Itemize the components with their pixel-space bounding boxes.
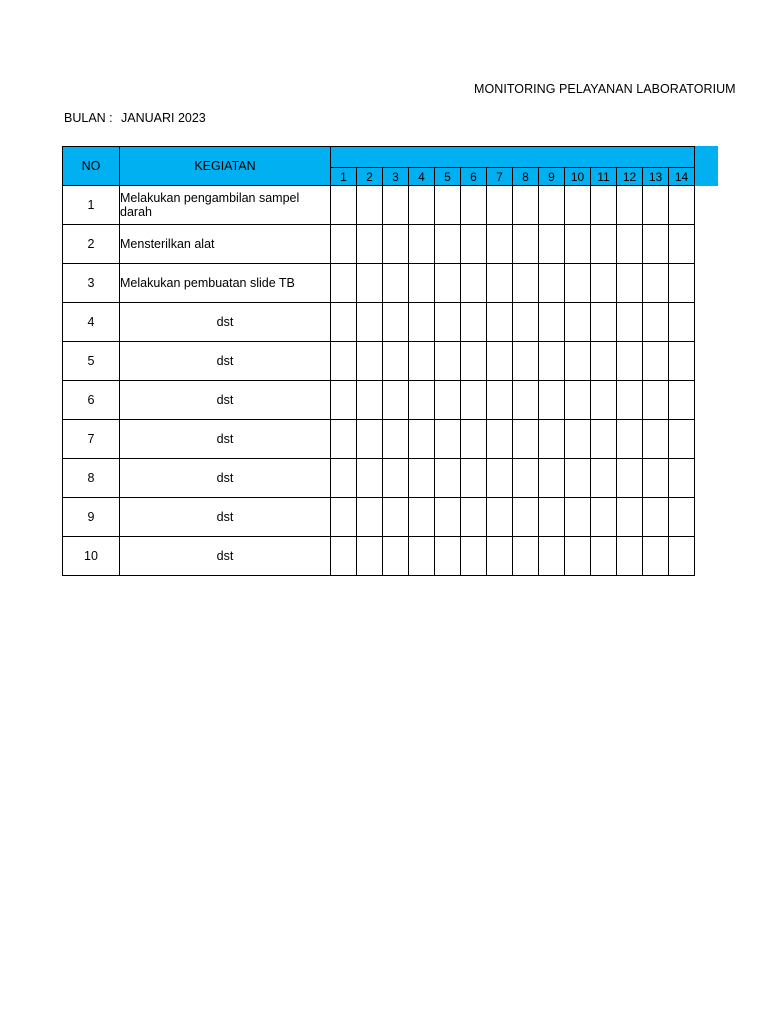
- day-cell[interactable]: [435, 342, 461, 381]
- day-cell[interactable]: [643, 186, 669, 225]
- day-cell[interactable]: [565, 459, 591, 498]
- day-cell[interactable]: [409, 225, 435, 264]
- day-cell[interactable]: [461, 498, 487, 537]
- day-header-7: 7: [487, 168, 513, 186]
- day-cell[interactable]: [435, 264, 461, 303]
- day-cell[interactable]: [565, 264, 591, 303]
- day-cell[interactable]: [565, 420, 591, 459]
- day-cell[interactable]: [513, 303, 539, 342]
- day-cell[interactable]: [487, 381, 513, 420]
- day-cell[interactable]: [669, 303, 695, 342]
- day-cell[interactable]: [539, 420, 565, 459]
- table-body: [63, 186, 695, 576]
- day-header-6: 6: [461, 168, 487, 186]
- day-cell[interactable]: [357, 381, 383, 420]
- day-cell[interactable]: [487, 303, 513, 342]
- day-cell[interactable]: [591, 186, 617, 225]
- day-cell[interactable]: [565, 342, 591, 381]
- day-cell[interactable]: [383, 537, 409, 576]
- day-cell[interactable]: [461, 420, 487, 459]
- row-number: 6: [63, 381, 120, 420]
- header-no: NO: [63, 147, 120, 186]
- row-number: 3: [63, 264, 120, 303]
- day-header-8: 8: [513, 168, 539, 186]
- day-header-14: 14: [669, 168, 695, 186]
- day-cell[interactable]: [357, 342, 383, 381]
- day-cell[interactable]: [669, 342, 695, 381]
- row-number: 7: [63, 420, 120, 459]
- row-number: 1: [63, 186, 120, 225]
- day-cell[interactable]: [487, 498, 513, 537]
- day-cell[interactable]: [643, 264, 669, 303]
- day-cell[interactable]: [409, 537, 435, 576]
- day-cell[interactable]: [539, 264, 565, 303]
- day-cell[interactable]: [409, 264, 435, 303]
- day-cell[interactable]: [487, 459, 513, 498]
- row-kegiatan: dst: [120, 420, 331, 459]
- row-kegiatan: Melakukan pengambilan sampel darah: [120, 186, 331, 225]
- row-kegiatan: dst: [120, 459, 331, 498]
- day-cell[interactable]: [565, 186, 591, 225]
- day-cell[interactable]: [435, 459, 461, 498]
- row-number: 9: [63, 498, 120, 537]
- table-row: [63, 342, 695, 381]
- day-cell[interactable]: [591, 303, 617, 342]
- day-cell[interactable]: [539, 537, 565, 576]
- day-cell[interactable]: [643, 498, 669, 537]
- table-row: [63, 225, 695, 264]
- day-cell[interactable]: [383, 225, 409, 264]
- day-cell[interactable]: [461, 459, 487, 498]
- day-cell[interactable]: [331, 420, 357, 459]
- day-cell[interactable]: [591, 498, 617, 537]
- day-cell[interactable]: [461, 225, 487, 264]
- day-cell[interactable]: [643, 381, 669, 420]
- day-cell[interactable]: [383, 381, 409, 420]
- month-label: BULAN :: [64, 111, 113, 125]
- day-cell[interactable]: [643, 459, 669, 498]
- day-cell[interactable]: [461, 342, 487, 381]
- day-cell[interactable]: [669, 498, 695, 537]
- row-number: 8: [63, 459, 120, 498]
- day-cell[interactable]: [669, 420, 695, 459]
- day-cell[interactable]: [409, 186, 435, 225]
- day-cell[interactable]: [617, 420, 643, 459]
- day-header-10: 10: [565, 168, 591, 186]
- day-cell[interactable]: [643, 225, 669, 264]
- day-cell[interactable]: [461, 264, 487, 303]
- day-cell[interactable]: [565, 225, 591, 264]
- day-cell[interactable]: [513, 459, 539, 498]
- day-cell[interactable]: [591, 420, 617, 459]
- day-cell[interactable]: [487, 225, 513, 264]
- day-cell[interactable]: [461, 186, 487, 225]
- day-cell[interactable]: [617, 459, 643, 498]
- day-cell[interactable]: [435, 225, 461, 264]
- day-cell[interactable]: [617, 264, 643, 303]
- day-cell[interactable]: [357, 264, 383, 303]
- day-header-9: 9: [539, 168, 565, 186]
- row-number: 2: [63, 225, 120, 264]
- day-cell[interactable]: [331, 537, 357, 576]
- day-cell[interactable]: [409, 342, 435, 381]
- day-cell[interactable]: [617, 303, 643, 342]
- row-kegiatan: dst: [120, 498, 331, 537]
- day-cell[interactable]: [513, 186, 539, 225]
- row-kegiatan: dst: [120, 303, 331, 342]
- day-cell[interactable]: [539, 186, 565, 225]
- table-row: [63, 303, 695, 342]
- day-cell[interactable]: [383, 459, 409, 498]
- day-cell[interactable]: [669, 537, 695, 576]
- day-cell[interactable]: [409, 459, 435, 498]
- day-cell[interactable]: [539, 498, 565, 537]
- day-cell[interactable]: [513, 381, 539, 420]
- day-cell[interactable]: [643, 420, 669, 459]
- day-cell[interactable]: [643, 342, 669, 381]
- day-cell[interactable]: [435, 186, 461, 225]
- day-header-2: 2: [357, 168, 383, 186]
- day-header-12: 12: [617, 168, 643, 186]
- day-cell[interactable]: [435, 537, 461, 576]
- day-cell[interactable]: [565, 537, 591, 576]
- table-row: [63, 186, 695, 225]
- row-kegiatan: Melakukan pembuatan slide TB: [120, 264, 331, 303]
- day-cell[interactable]: [565, 303, 591, 342]
- day-cell[interactable]: [669, 264, 695, 303]
- day-cell[interactable]: [383, 498, 409, 537]
- day-cell[interactable]: [643, 303, 669, 342]
- day-cell[interactable]: [331, 264, 357, 303]
- day-cell[interactable]: [461, 537, 487, 576]
- day-cell[interactable]: [539, 381, 565, 420]
- day-cell[interactable]: [513, 264, 539, 303]
- page-title: MONITORING PELAYANAN LABORATORIUM: [474, 82, 736, 96]
- day-cell[interactable]: [409, 381, 435, 420]
- day-cell[interactable]: [357, 459, 383, 498]
- day-cell[interactable]: [331, 186, 357, 225]
- day-cell[interactable]: [539, 342, 565, 381]
- day-cell[interactable]: [409, 420, 435, 459]
- day-cell[interactable]: [669, 459, 695, 498]
- day-cell[interactable]: [513, 420, 539, 459]
- day-header-5: 5: [435, 168, 461, 186]
- day-cell[interactable]: [669, 381, 695, 420]
- day-cell[interactable]: [513, 537, 539, 576]
- monitoring-table: [62, 146, 695, 576]
- table-row: [63, 498, 695, 537]
- day-cell[interactable]: [591, 225, 617, 264]
- day-cell[interactable]: [591, 537, 617, 576]
- day-cell[interactable]: [383, 420, 409, 459]
- day-cell[interactable]: [539, 303, 565, 342]
- day-cell[interactable]: [357, 537, 383, 576]
- day-cell[interactable]: [409, 303, 435, 342]
- day-cell[interactable]: [669, 225, 695, 264]
- day-cell[interactable]: [617, 381, 643, 420]
- day-cell[interactable]: [539, 459, 565, 498]
- day-cell[interactable]: [357, 303, 383, 342]
- day-cell[interactable]: [487, 342, 513, 381]
- table-row: [63, 537, 695, 576]
- day-cell[interactable]: [331, 303, 357, 342]
- row-kegiatan: dst: [120, 342, 331, 381]
- day-cell[interactable]: [591, 459, 617, 498]
- day-cell[interactable]: [591, 381, 617, 420]
- table-row: [63, 420, 695, 459]
- day-cell[interactable]: [565, 381, 591, 420]
- day-cell[interactable]: [591, 264, 617, 303]
- day-cell[interactable]: [461, 303, 487, 342]
- day-cell[interactable]: [461, 381, 487, 420]
- day-cell[interactable]: [487, 264, 513, 303]
- day-cell[interactable]: [435, 498, 461, 537]
- header-kegiatan: KEGIATAN: [120, 147, 331, 186]
- day-cell[interactable]: [435, 303, 461, 342]
- row-number: 5: [63, 342, 120, 381]
- day-cell[interactable]: [617, 186, 643, 225]
- day-header-3: 3: [383, 168, 409, 186]
- row-number: 4: [63, 303, 120, 342]
- day-cell[interactable]: [331, 225, 357, 264]
- day-header-11: 11: [591, 168, 617, 186]
- day-cell[interactable]: [435, 381, 461, 420]
- table-row: [63, 381, 695, 420]
- month-value: JANUARI 2023: [121, 111, 206, 125]
- day-cell[interactable]: [617, 498, 643, 537]
- row-kegiatan: dst: [120, 537, 331, 576]
- day-cell[interactable]: [331, 342, 357, 381]
- day-cell[interactable]: [383, 186, 409, 225]
- day-cell[interactable]: [331, 498, 357, 537]
- day-cell[interactable]: [539, 225, 565, 264]
- day-cell[interactable]: [357, 498, 383, 537]
- table-row: [63, 459, 695, 498]
- day-cell[interactable]: [357, 186, 383, 225]
- day-cell[interactable]: [331, 381, 357, 420]
- day-cell[interactable]: [409, 498, 435, 537]
- day-cell[interactable]: [435, 420, 461, 459]
- day-cell[interactable]: [643, 537, 669, 576]
- day-cell[interactable]: [513, 225, 539, 264]
- day-cell[interactable]: [383, 342, 409, 381]
- day-cell[interactable]: [617, 537, 643, 576]
- day-cell[interactable]: [617, 225, 643, 264]
- day-cell[interactable]: [487, 186, 513, 225]
- row-number: 10: [63, 537, 120, 576]
- table-row: [63, 264, 695, 303]
- row-kegiatan: dst: [120, 381, 331, 420]
- day-cell[interactable]: [513, 498, 539, 537]
- day-cell[interactable]: [591, 342, 617, 381]
- day-header-1: 1: [331, 168, 357, 186]
- day-cell[interactable]: [669, 186, 695, 225]
- row-kegiatan: Mensterilkan alat: [120, 225, 331, 264]
- day-cell[interactable]: [331, 459, 357, 498]
- day-header-13: 13: [643, 168, 669, 186]
- header-period: [331, 147, 695, 168]
- day-cell[interactable]: [357, 420, 383, 459]
- day-cell[interactable]: [565, 498, 591, 537]
- day-cell[interactable]: [383, 264, 409, 303]
- day-cell[interactable]: [513, 342, 539, 381]
- day-cell[interactable]: [617, 342, 643, 381]
- day-cell[interactable]: [383, 303, 409, 342]
- day-cell[interactable]: [357, 225, 383, 264]
- day-cell[interactable]: [487, 537, 513, 576]
- day-cell[interactable]: [487, 420, 513, 459]
- header-row-top: [63, 147, 695, 168]
- day-header-4: 4: [409, 168, 435, 186]
